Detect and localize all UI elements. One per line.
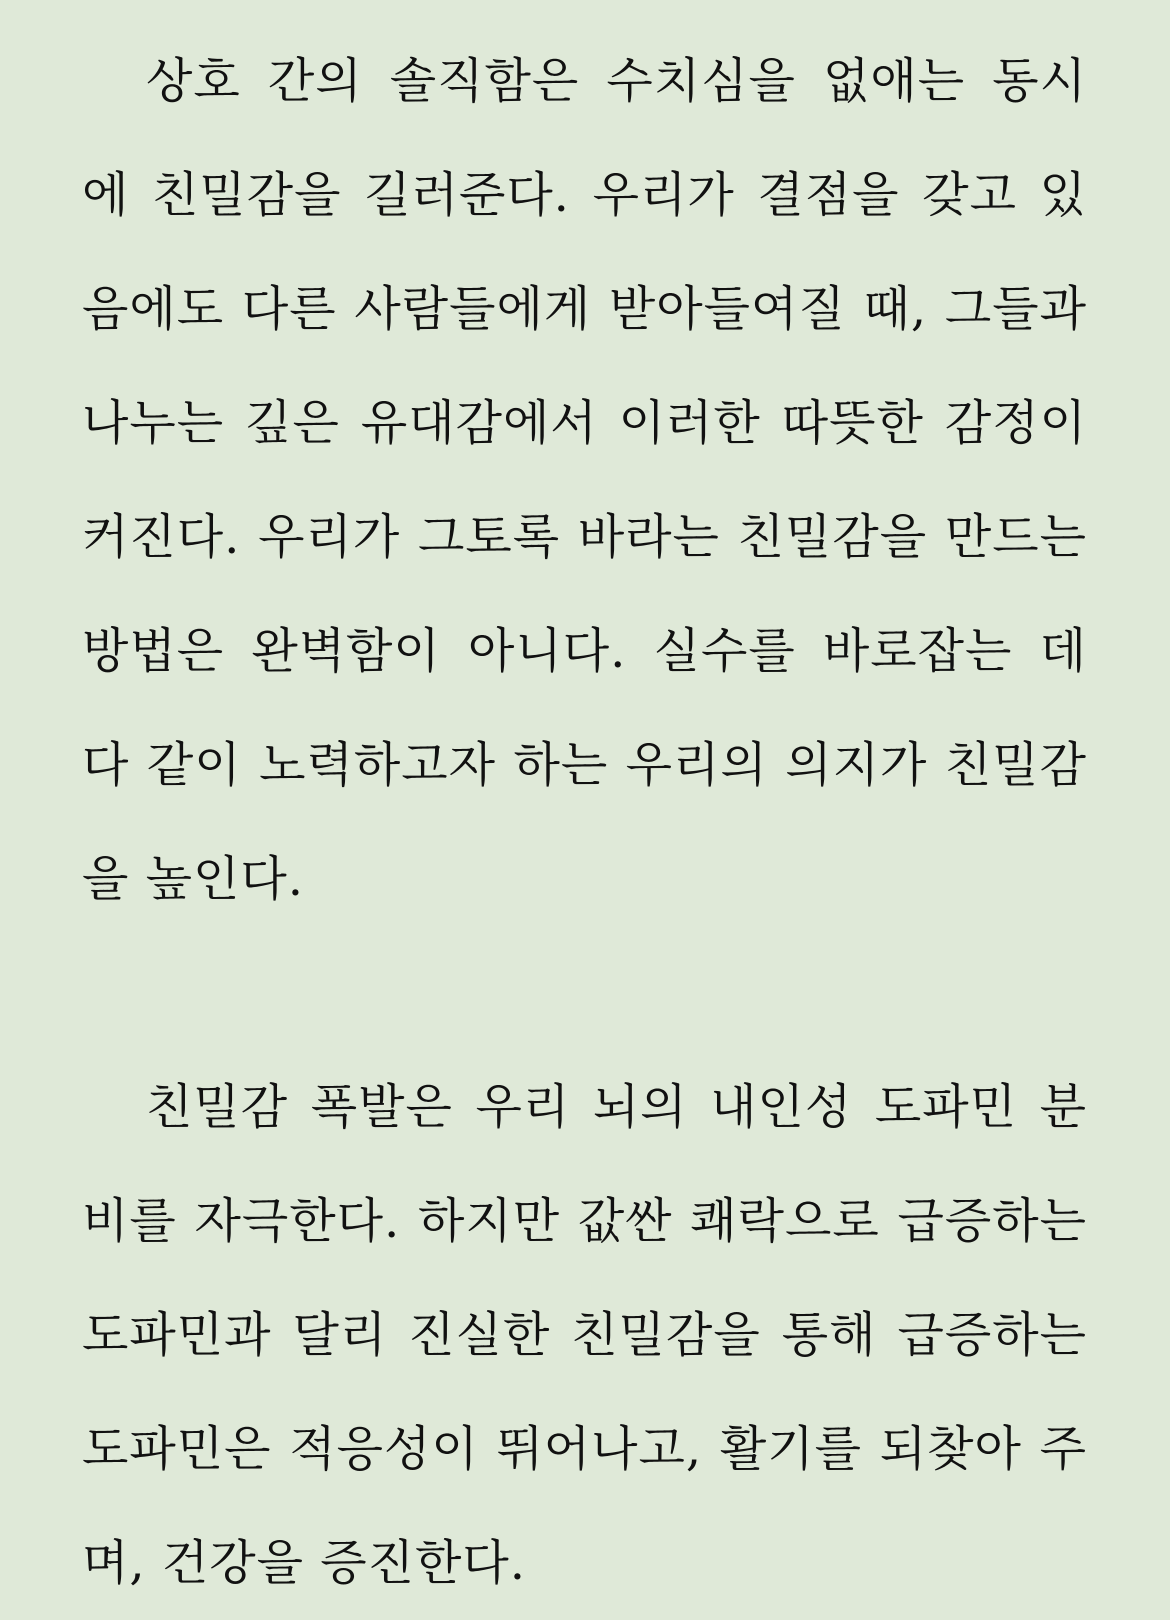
paragraph-1 (82, 24, 1087, 936)
text-line: 에 친밀감을 길러준다. 우리가 결점을 갖고 있 (82, 167, 1087, 223)
text-line: 다 같이 노력하고자 하는 우리의 의지가 친밀감 (82, 737, 1087, 793)
text-line: 비를 자극한다. 하지만 값싼 쾌락으로 급증하는 (82, 1193, 1087, 1249)
text-line: 친밀감 폭발은 우리 뇌의 내인성 도파민 분 (146, 1079, 1087, 1135)
text-line: 도파민과 달리 진실한 친밀감을 통해 급증하는 (82, 1307, 1087, 1363)
text-line: 방법은 완벽함이 아니다. 실수를 바로잡는 데 (82, 623, 1087, 679)
paragraph-spacer (82, 936, 1087, 1050)
text-line: 나누는 깊은 유대감에서 이러한 따뜻한 감정이 (82, 395, 1087, 451)
text-line: 을 높인다. (82, 851, 304, 907)
paragraph-2 (82, 1050, 1087, 1620)
text-line: 며, 건강을 증진한다. (82, 1535, 526, 1591)
document-page (82, 24, 1087, 1620)
text-line: 상호 간의 솔직함은 수치심을 없애는 동시 (146, 53, 1087, 109)
text-line: 음에도 다른 사람들에게 받아들여질 때, 그들과 (82, 281, 1087, 337)
text-line: 커진다. 우리가 그토록 바라는 친밀감을 만드는 (82, 509, 1087, 565)
text-line: 도파민은 적응성이 뛰어나고, 활기를 되찾아 주 (82, 1421, 1087, 1477)
